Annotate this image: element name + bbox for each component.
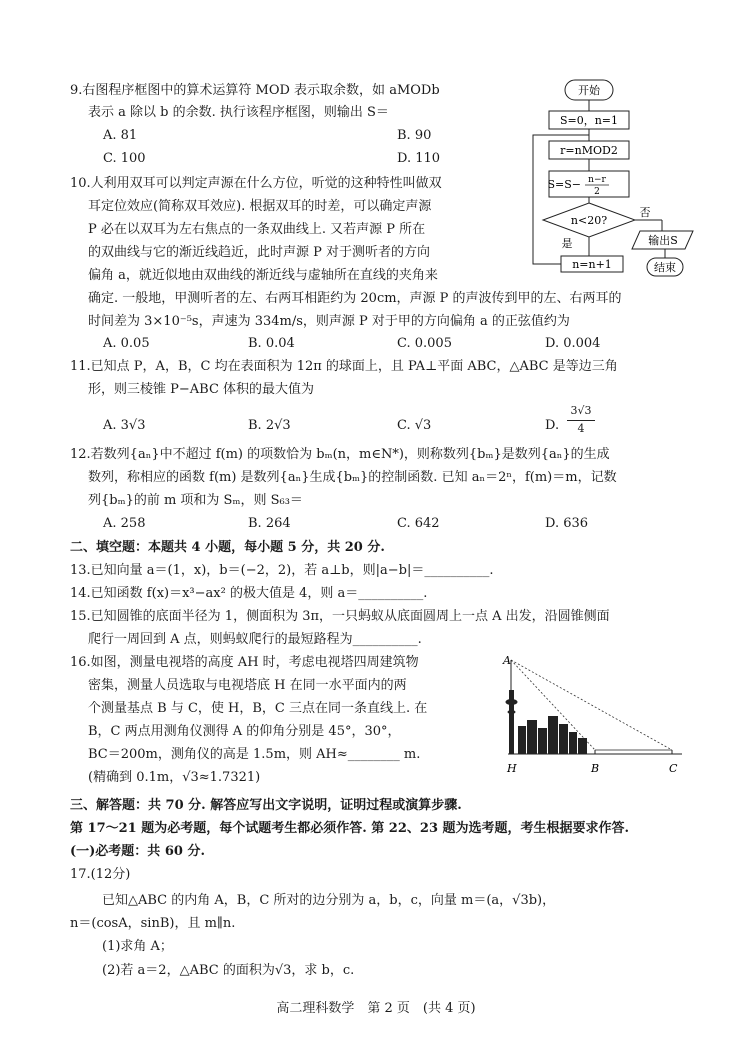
q9-option-c: C. 100 — [103, 151, 146, 166]
q16-line3: 个测量基点 B 与 C，使 H，B，C 三点在同一条直线上. 在 — [88, 701, 428, 716]
q11-option-b: B. 2√3 — [248, 418, 291, 433]
tower-structure — [506, 690, 518, 754]
q16-line1: 16.如图，测量电视塔的高度 AH 时，考虑电视塔四周建筑物 — [70, 655, 419, 670]
q16-line2: 密集，测量人员选取与电视塔底 H 在同一水平面内的两 — [88, 678, 407, 693]
q10-option-c: C. 0.005 — [397, 336, 452, 351]
program-flowchart — [525, 75, 725, 285]
section-3-subheading: (一)必考题：共 60 分. — [70, 844, 205, 859]
q9-option-a: A. 81 — [103, 128, 138, 143]
q11-option-c: C. √3 — [397, 418, 432, 433]
q12-option-b: B. 264 — [248, 516, 291, 531]
q11-option-d-fraction-bar — [567, 420, 595, 421]
point-b-label: B — [591, 762, 600, 775]
q10-line6: 确定. 一般地，甲测听者的左、右两耳相距约为 20cm，声源 P 的声波传到甲的左、右两耳的 — [88, 291, 622, 306]
q17-line2: n＝(cosA，sinB)，且 m∥n. — [70, 916, 236, 931]
q15-line2: 爬行一周回到 A 点，则蚂蚁爬行的最短路程为__________. — [88, 632, 422, 647]
flow-no-label: 否 — [639, 206, 651, 219]
flow-update-denominator: 2 — [594, 187, 600, 197]
section-2-heading: 二、填空题：本题共 4 小题，每小题 5 分，共 20 分. — [70, 540, 385, 555]
q11-line1: 11.已知点 P，A，B，C 均在表面积为 12π 的球面上，且 PA⊥平面 ABC，△ABC 是等边三角 — [70, 359, 618, 374]
q17-part2: (2)若 a＝2，△ABC 的面积为√3，求 b，c. — [102, 963, 355, 978]
q11-option-d-denominator: 4 — [577, 422, 585, 435]
q13: 13.已知向量 a＝(1，x)，b＝(−2，2)，若 a⊥b，则|a−b|＝__________. — [70, 563, 494, 578]
flow-update-prefix: S=S− — [547, 178, 581, 191]
q17-line1: 已知△ABC 的内角 A，B，C 所对的边分别为 a，b，c，向量 m＝(a，√3b)， — [102, 893, 556, 908]
flow-mod-label: r=nMOD2 — [560, 144, 618, 157]
q9-option-d: D. 110 — [397, 151, 441, 166]
section-3-heading: 三、解答题：共 70 分. 解答应写出文字说明，证明过程或演算步骤. — [70, 798, 462, 813]
q11-option-d-numerator: 3√3 — [570, 404, 592, 417]
point-h-label: H — [507, 762, 517, 775]
q12-line3: 列{bₘ}的前 m 项和为 Sₘ，则 S₆₃＝ — [88, 493, 303, 508]
q17-header: 17.(12分) — [70, 867, 131, 882]
flow-start-label: 开始 — [578, 84, 600, 97]
q17-part1: (1)求角 A； — [102, 939, 173, 954]
buildings — [518, 716, 587, 754]
q16-line6: (精确到 0.1m，√3≈1.7321) — [88, 770, 261, 785]
q12-line1: 12.若数列{aₙ}中不超过 f(m) 的项数恰为 bₘ(n，m∈N*)，则称数列{bₘ}是数列{aₙ}的生成 — [70, 447, 610, 462]
q15-line1: 15.已知圆锥的底面半径为 1，侧面积为 3π，一只蚂蚁从底面圆周上一点 A 出发，沿圆锥侧面 — [70, 609, 610, 624]
q10-line7: 时间差为 3×10⁻⁵s，声速为 334m/s，则声源 P 对于甲的方向偏角 a 的正弦值约为 — [88, 314, 570, 329]
q10-line4: 的双曲线与它的渐近线趋近，此时声源 P 对于测听者的方向 — [88, 245, 431, 260]
q12-line2: 数列，称相应的函数 f(m) 是数列{aₙ}生成{bₘ}的控制函数. 已知 aₙ＝2ⁿ，f(m)＝m，记数 — [88, 470, 617, 485]
q9-stem-line1: 9.右图程序框图中的算术运算符 MOD 表示取余数，如 aMODb — [70, 83, 440, 98]
point-a-label: A — [503, 654, 511, 667]
q9-option-b: B. 90 — [397, 128, 432, 143]
q16-line5: BC＝200m，测角仪的高是 1.5m，则 AH≈________ m. — [88, 747, 421, 762]
q10-option-d: D. 0.004 — [545, 336, 601, 351]
q12-option-a: A. 258 — [103, 516, 146, 531]
flow-yes-label: 是 — [561, 237, 573, 250]
tv-tower-figure — [498, 650, 688, 780]
flow-init-label: S=0，n=1 — [559, 114, 619, 127]
point-c-label: C — [669, 762, 678, 775]
q11-line2: 形，则三棱锥 P−ABC 体积的最大值为 — [88, 382, 315, 397]
q14: 14.已知函数 f(x)＝x³−ax² 的极大值是 4，则 a＝__________. — [70, 586, 428, 601]
section-3-note: 第 17～21 题为必考题，每个试题考生都必须作答. 第 22、23 题为选考题，考生根据要求作答. — [70, 821, 630, 836]
q11-option-d: D. — [545, 418, 560, 433]
q10-line1: 10.人利用双耳可以判定声源在什么方位，听觉的这种特性叫做双 — [70, 176, 442, 191]
flow-condition-label: n<20? — [570, 214, 608, 227]
flow-end-label: 结束 — [654, 261, 676, 274]
flow-output-label: 输出S — [648, 234, 678, 247]
q10-option-b: B. 0.04 — [248, 336, 295, 351]
q12-option-c: C. 642 — [397, 516, 440, 531]
q9-stem-line2: 表示 a 除以 b 的余数. 执行该程序框图，则输出 S＝ — [88, 105, 389, 120]
q10-option-a: A. 0.05 — [103, 336, 150, 351]
flow-update-numerator: n−r — [588, 175, 606, 185]
flow-increment-label: n=n+1 — [572, 258, 612, 271]
q10-line5: 偏角 a，就近似地由双曲线的渐近线与虚轴所在直线的夹角来 — [88, 268, 438, 283]
q11-option-a: A. 3√3 — [103, 418, 146, 433]
q10-line3: P 必在以双耳为左右焦点的一条双曲线上. 又若声源 P 所在 — [88, 222, 426, 237]
page-footer: 高二理科数学 第 2 页 (共 4 页) — [276, 1001, 476, 1016]
q12-option-d: D. 636 — [545, 516, 589, 531]
q16-line4: B，C 两点用测角仪测得 A 的仰角分别是 45°，30°， — [88, 724, 401, 739]
q10-line2: 耳定位效应(简称双耳效应). 根据双耳的时差，可以确定声源 — [88, 199, 432, 214]
